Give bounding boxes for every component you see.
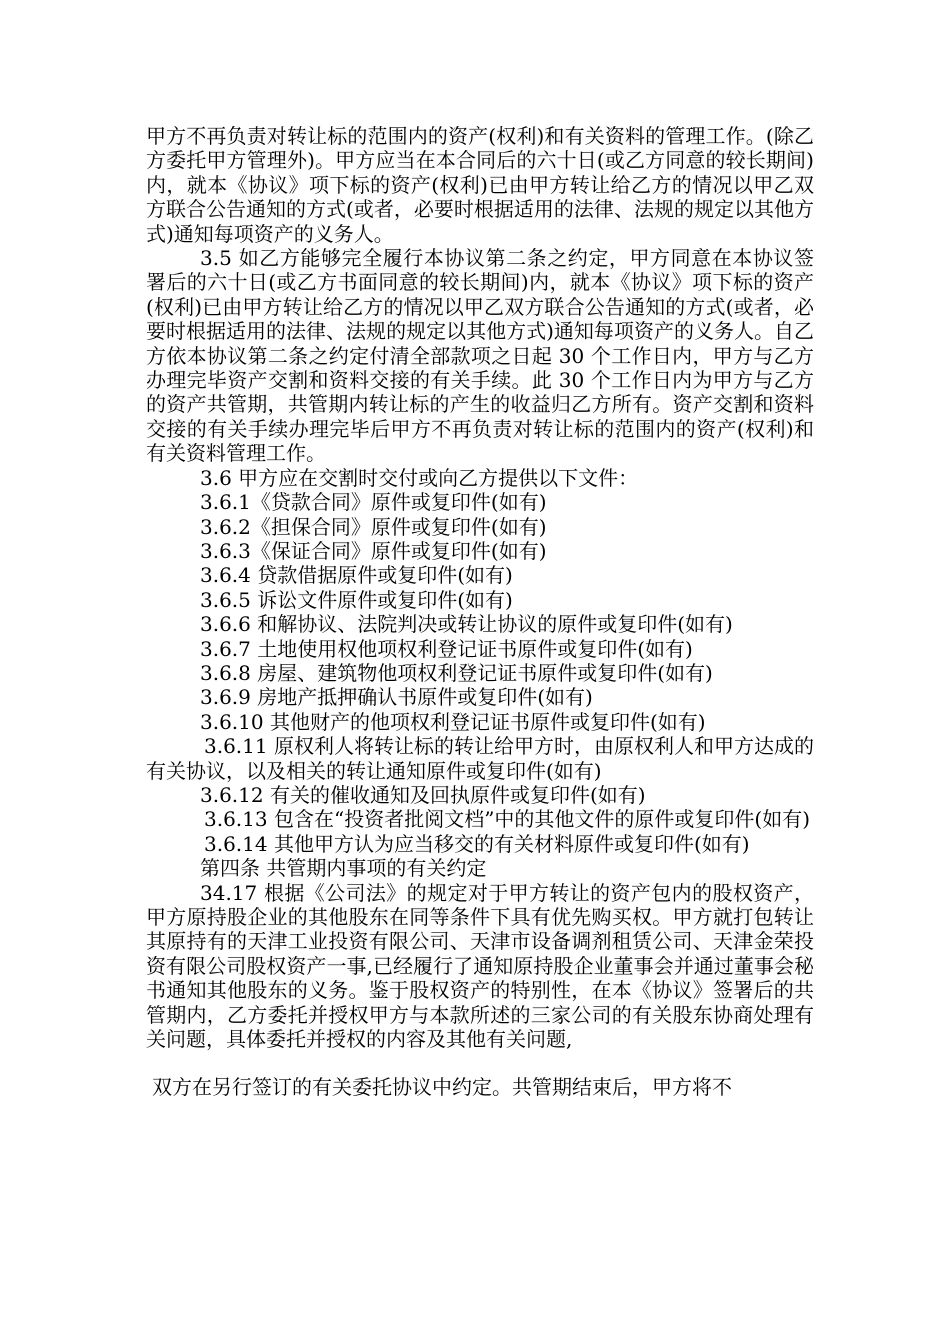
clause-3-6-3: 3.6.3《保证合同》原件或复印件(如有) [200, 538, 547, 563]
article-4-heading: 第四条 共管期内事项的有关约定 [200, 856, 487, 881]
clause-3-6-9: 3.6.9 房地产抵押确认书原件或复印件(如有) [200, 685, 593, 710]
document-page [146, 124, 814, 1100]
clause-3-6-5: 3.6.5 诉讼文件原件或复印件(如有) [200, 587, 513, 612]
clause-3-6-6: 3.6.6 和解协议、法院判决或转让协议的原件或复印件(如有) [200, 612, 733, 637]
clause-3-6-13: 3.6.13 包含在“投资者批阅文档”中的其他文件的原件或复印件(如有) [204, 807, 811, 832]
clause-3-6-2: 3.6.2《担保合同》原件或复印件(如有) [200, 514, 547, 539]
clause-3-5: 3.5 如乙方能够完全履行本协议第二条之约定，甲方同意在本协议签署后的六十日(或乙方书面同意的较长期间)内，就本《协议》项下标的资产(权利)已由甲方转让给乙方的情况以甲乙双方联合公告通知的方式(或者，必要时根据适用的法律、法规的规定以其他方式)通知每项资产的义务人。自乙方依本协议第二条之约定付清全部款项之日起 30 个工作日内，甲方与乙方办理完毕资产交割和资料交接的有关手续。此 30 个工作日内为甲方与乙方的资产共管期，共管期内转让标的产生的收益归乙方所有。资产交割和资料交接的有关手续办理完毕后甲方不再负责对转让标的范围内的资产(权利)和有关资料管理工作。 [146, 246, 814, 466]
clause-3-6-11: 3.6.11 原权利人将转让标的转让给甲方时，由原权利人和甲方达成的有关协议，以及相关的转让通知原件或复印件(如有) [146, 734, 814, 783]
paragraph-tail: 双方在另行签订的有关委托协议中约定。共管期结束后，甲方将不 [152, 1075, 732, 1100]
clause-3-6-12: 3.6.12 有关的催收通知及回执原件或复印件(如有) [200, 782, 646, 807]
clause-3-6: 3.6 甲方应在交割时交付或向乙方提供以下文件： [200, 465, 639, 490]
clause-3-6-10: 3.6.10 其他财产的他项权利登记证书原件或复印件(如有) [200, 709, 706, 734]
clause-3-6-8: 3.6.8 房屋、建筑物他项权利登记证书原件或复印件(如有) [200, 660, 713, 685]
clause-3-6-7: 3.6.7 土地使用权他项权利登记证书原件或复印件(如有) [200, 636, 693, 661]
clause-3-6-4: 3.6.4 贷款借据原件或复印件(如有) [200, 563, 513, 588]
clause-3-6-1: 3.6.1《贷款合同》原件或复印件(如有) [200, 490, 547, 515]
clause-3-6-14: 3.6.14 其他甲方认为应当移交的有关材料原件或复印件(如有) [204, 831, 750, 856]
paragraph-continuation: 甲方不再负责对转让标的范围内的资产(权利)和有关资料的管理工作。(除乙方委托甲方管理外)。甲方应当在本合同后的六十日(或乙方同意的较长期间)内，就本《协议》项下标的资产(权利)已由甲方转让给乙方的情况以甲乙双方联合公告通知的方式(或者，必要时根据适用的法律、法规的规定以其他方式)通知每项资产的义务人。 [146, 124, 814, 246]
clause-34-17: 34.17 根据《公司法》的规定对于甲方转让的资产包内的股权资产，甲方原持股企业的其他股东在同等条件下具有优先购买权。甲方就打包转让其原持有的天津工业投资有限公司、天津市设备调剂租赁公司、天津金荣投资有限公司股权资产一事,已经履行了通知原持股企业董事会并通过董事会秘书通知其他股东的义务。鉴于股权资产的特别性，在本《协议》签署后的共管期内，乙方委托并授权甲方与本款所述的三家公司的有关股东协商处理有关问题，具体委托并授权的内容及其他有关问题, [146, 880, 814, 1052]
